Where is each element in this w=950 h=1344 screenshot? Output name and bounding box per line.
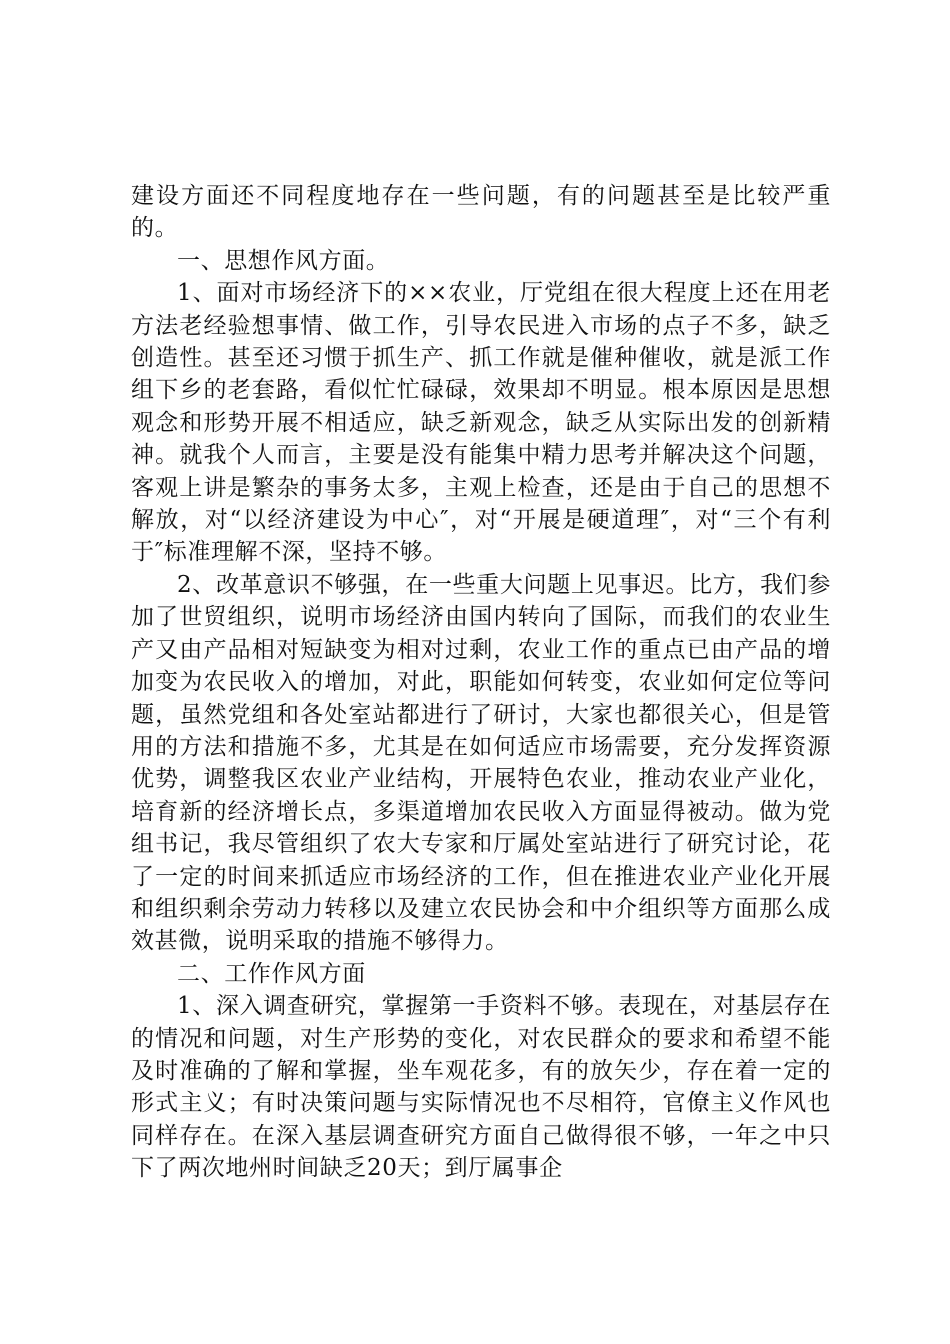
section-heading-ideology: 一、思想作风方面。 (177, 247, 390, 274)
paragraph-work-style-1: 1、深入调查研究，掌握第一手资料不够。表现在，对基层存在的情况和问题，对生产形势的变化，对农民群众的要求和希望不能及时准确的了解和掌握，坐车观花多，有的放矢少，存在着一定的形式主义；有时决策问题与实际情况也不尽相符，官僚主义作风也同样存在。在深入基层调查研究方面自己做得很不够，一年之中只下了两次地州时间缺乏20天；到厅属事企 (131, 993, 831, 1182)
paragraph-ideology-1: 1、面对市场经济下的××农业，厅党组在很大程度上还在用老方法老经验想事情、做工作，引导农民进入市场的点子不多，缺乏创造性。甚至还习惯于抓生产、抓工作就是催种催收，就是派工作组下乡的老套路，看似忙忙碌碌，效果却不明显。根本原因是思想观念和形势开展不相适应，缺乏新观念，缺乏从实际出发的创新精神。就我个人而言，主要是没有能集中精力思考并解决这个问题，客观上讲是繁杂的事务太多，主观上检查，还是由于自己的思想不解放，对“以经济建设为中心″，对“开展是硬道理″，对“三个有利于″标准理解不深，坚持不够。 (131, 280, 831, 566)
section-heading-work-style: 二、工作作风方面 (177, 960, 366, 987)
paragraph-continuation: 建设方面还不同程度地存在一些问题，有的问题甚至是比较严重的。 (131, 183, 831, 242)
paragraph-ideology-2: 2、改革意识不够强，在一些重大问题上见事迟。比方，我们参加了世贸组织，说明市场经济由国内转向了国际，而我们的农业生产又由产品相对短缺变为相对过剩，农业工作的重点已由产品的增加变为农民收入的增加，对此，职能如何转变，农业如何定位等问题，虽然党组和各处室站都进行了研讨，大家也都很关心，但是管用的方法和措施不多，尤其是在如何适应市场需要，充分发挥资源优势，调整我区农业产业结构，开展特色农业，推动农业产业化，培育新的经济增长点，多渠道增加农民收入方面显得被动。做为党组书记，我尽管组织了农大专家和厅属处室站进行了研究讨论，花了一定的时间来抓适应市场经济的工作，但在推进农业产业化开展和组织剩余劳动力转移以及建立农民协会和中介组织等方面那么成效甚微，说明采取的措施不够得力。 (131, 571, 831, 955)
document-body (131, 180, 831, 1185)
